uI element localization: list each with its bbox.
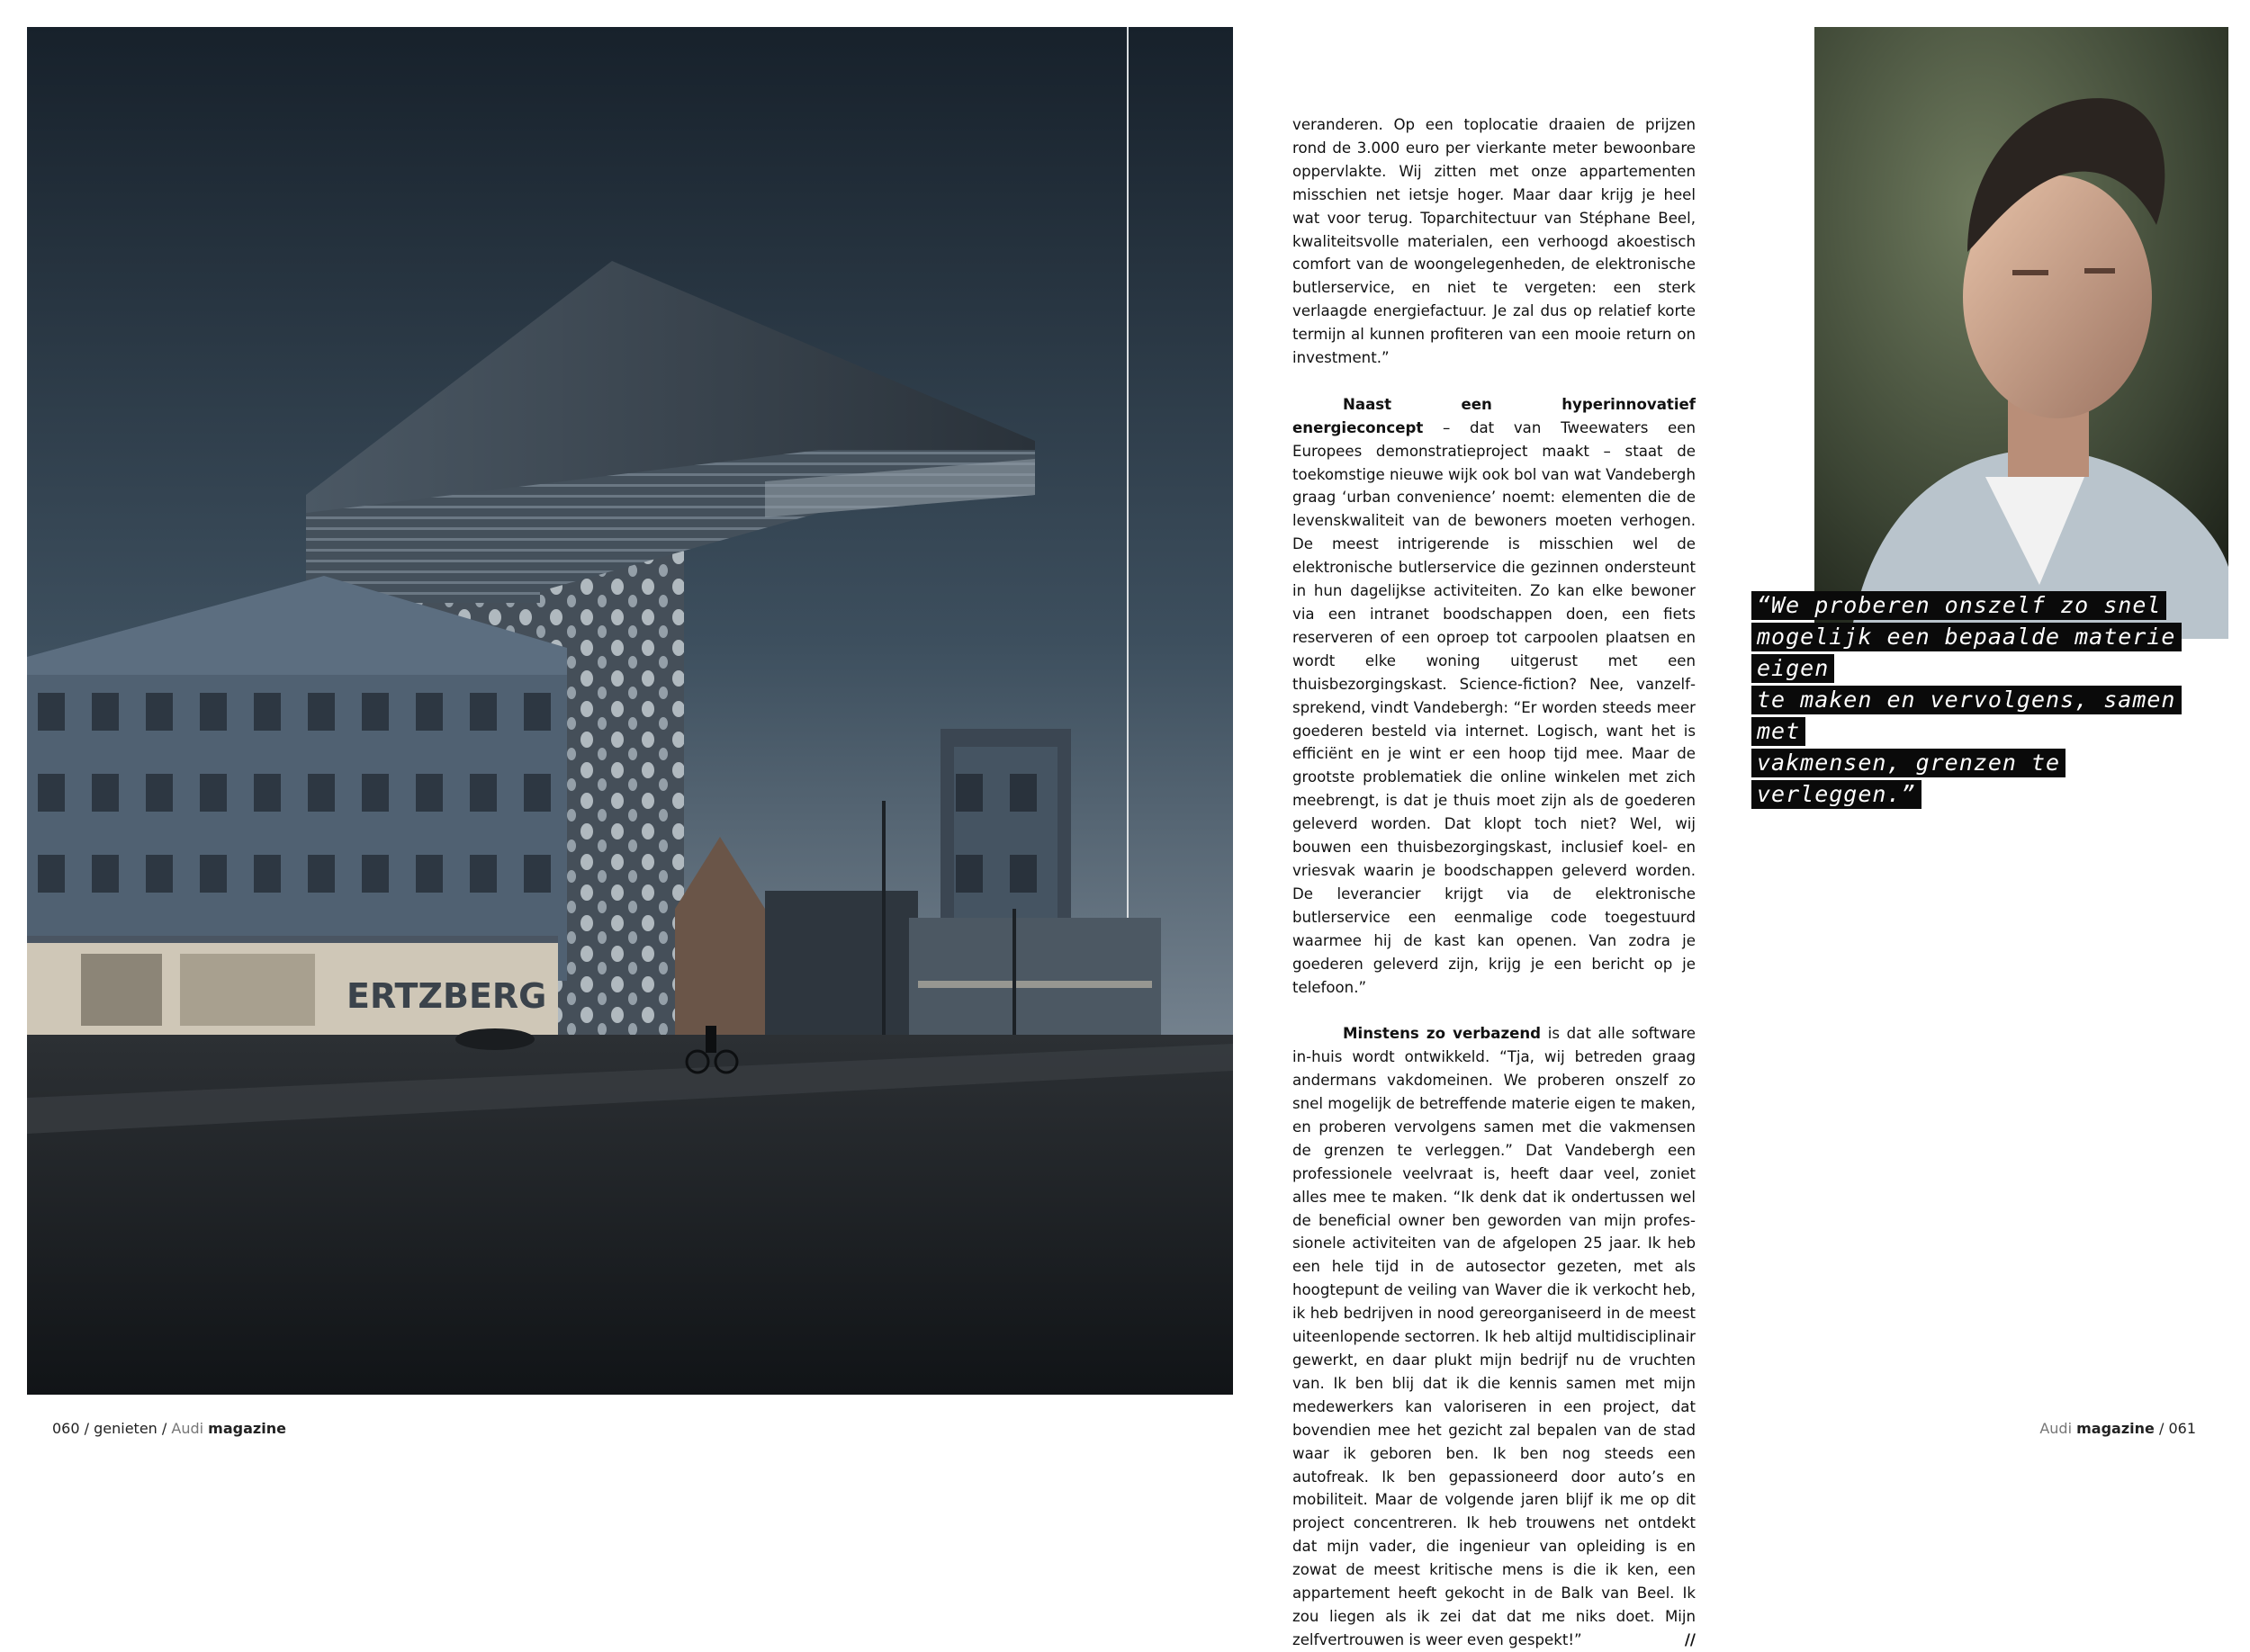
paragraph-body: is dat alle software in-huis wordt ontwikkeld. “Tja, wij betreden graag andermans vakdomeinen. We proberen onszelf zo snel mogelijk de betreffende materie eigen te maken, en proberen vervolgens samen met die vakmensen de grenzen te verleggen.” Dat Vandebergh een professionele veelvraat is, heeft daar veel, zoniet alles mee te maken. “Ik denk dat ik ondertussen wel de beneficial owner ben geworden van mijn professionele activiteiten van de afgelopen 25 jaar. Ik heb een hele tijd in de autosector gezeten, met als hoogtepunt de veiling van Waver die ik verkocht heb, ik heb bedrijven in nood gereorganiseerd in de meest uiteenlopende sectorren. Ik heb altijd multidisciplinair gewerkt, en daar plukt mijn bedrijf nu de vruchten van. Ik ben blij dat ik die kennis samen met mijn medewerkers kan valoriseren in een project, dat bovendien mee het gezicht zal bepalen van de stad waar ik geboren ben. Ik ben nog steeds een autofreak. Ik ben gepassioneerd door auto’s en mobiliteit. Maar de volgende jaren blijf ik me op dit project concentreren. Ik heb trouwens net ontdekt dat mijn vader, die ingenieur van opleiding is en zowat de meest kritische mens is die ik ken, een appartement heeft gekocht in de Balk van Beel. Ik zou liegen als ik zei dat dat me niks doet. Mijn zelfvertrouwen is weer even gespekt!” — [1292, 1025, 1696, 1648]
pull-quote-line: “We proberen onszelf zo snel — [1751, 591, 2166, 620]
right-page-folio — [2039, 1420, 2196, 1437]
article-column — [1292, 113, 1696, 1652]
paragraph-lead: Naast een hyperinnovatief energieconcept — [1292, 395, 1696, 436]
pull-quote-line: mogelijk een bepaalde materie eigen — [1751, 623, 2182, 683]
brand-name: Audi — [171, 1420, 204, 1437]
pull-quote-line: te maken en vervolgens, samen met — [1751, 686, 2182, 746]
pull-quote — [1751, 589, 2201, 810]
page-number: 060 — [52, 1420, 80, 1437]
article-paragraph-2 — [1292, 393, 1696, 1000]
publication-name: magazine — [2076, 1420, 2155, 1437]
section-name: genieten — [94, 1420, 158, 1437]
folio-separator: / — [2158, 1420, 2164, 1437]
left-page-folio — [52, 1420, 286, 1437]
folio-separator: / — [161, 1420, 167, 1437]
building-sign-text: ERTZBERG — [346, 976, 547, 1016]
folio-separator: / — [84, 1420, 90, 1437]
portrait-photo — [1814, 27, 2228, 639]
paragraph-body: – dat van Tweewaters een Europees demonstratieproject maakt – staat de toekomstige nieuwe wijk ook bol van wat Vandebergh graag ‘urban convenience’ noemt: elementen die de levenskwaliteit van de bewoners moeten verhogen. De meest intrigerende is misschien wel de elektronische butlerservice die gezinnen ondersteunt in hun dagelijkse activiteiten. Zo kan elke bewoner via een intranet boodschappen doen, een fiets reserveren of een oproep tot carpoolen plaatsen en wordt elke woning uitgerust met een thuisbezorgingskast. Science-fiction? Nee, vanzelfsprekend, vindt Vandebergh: “Er worden steeds meer goederen besteld via internet. Logisch, want het is efficiënt en je wint er een hoop tijd mee. Maar de grootste problematiek die online winkelen met zich meebrengt, is dat je thuis moet zijn als de goederen geleverd worden. Dat klopt toch niet? Wel, wij bouwen een thuisbezorgingskast, inclusief koel- en vriesvak waarin je boodschappen geleverd worden. De leverancier krijgt via de elektronische butlerservice een eenmalige code toegestuurd waarmee hij de kast kan openen. Van zodra je goederen geleverd zijn, krijg je een bericht op je telefoon.” — [1292, 418, 1696, 996]
brand-name: Audi — [2039, 1420, 2073, 1437]
article-paragraph-1: veranderen. Op een toplocatie draaien de prijzen rond de 3.000 euro per vierkante meter bewoonbare oppervlakte. Wij zitten met onze appartementen misschien net ietsje hoger. Maar daar krijg je heel wat voor terug. Toparchitectuur van Stéphane Beel, kwaliteitsvolle materialen, een verhoogd akoestisch comfort van de woongelegenheden, de elektronische butlerservice, en niet te vergeten: een sterk verlaagde energiefactuur. Je zal dus op relatief korte termijn al kunnen profiteren van een mooie return on investment.” — [1292, 116, 1696, 367]
page-number: 061 — [2168, 1420, 2196, 1437]
publication-name: magazine — [208, 1420, 286, 1437]
architecture-render-photo — [27, 27, 1233, 1395]
pull-quote-line: vakmensen, grenzen te verleggen.” — [1751, 749, 2066, 809]
article-end-mark: // — [1684, 1630, 1696, 1648]
paragraph-lead: Minstens zo verbazend — [1343, 1025, 1542, 1043]
article-paragraph-3 — [1292, 1022, 1696, 1651]
